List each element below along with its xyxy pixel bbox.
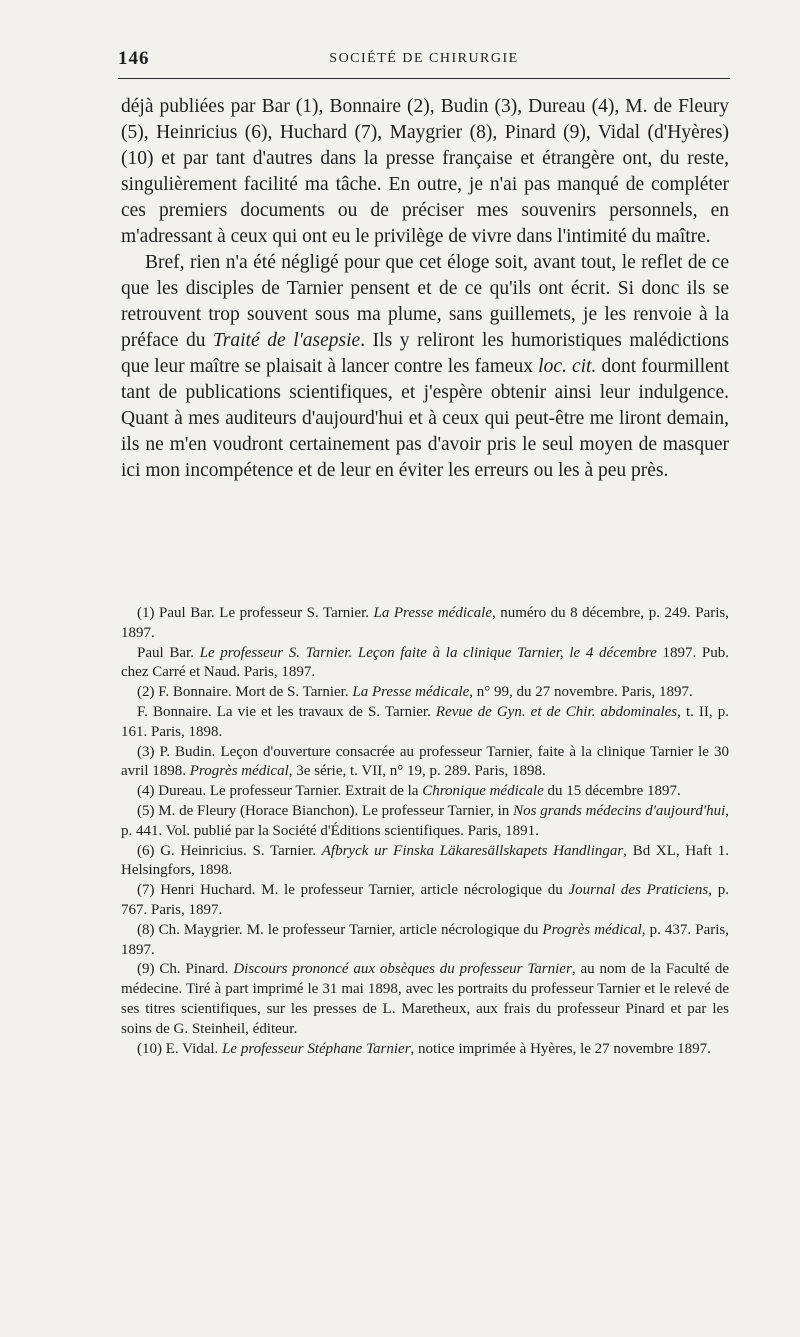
- footnote-text: (9) Ch. Pinard.: [137, 961, 234, 978]
- footnote-italic: Afbryck ur Finska Läkaresällskapets Handlingar: [321, 842, 624, 859]
- footnote-text: , p. 437. Paris, 1897.: [121, 921, 730, 958]
- header-rule: [118, 78, 730, 79]
- footnote-text: , au nom de la Faculté de médecine. Tiré à part imprimé le 31 mai 1898, avec les portraits du professeur Tarnier et le relevé de ses titres scientifiques, sur les presses de L. Maretheux, aux frais du professeur Pinard et par les soins de G. Steinheil, éditeur.: [121, 961, 729, 1037]
- footnote-italic: Discours prononcé aux obsèques du professeur Tarnier: [233, 961, 572, 978]
- footnote-italic: Progrès médical: [542, 921, 642, 938]
- footnote-italic: Journal des Praticiens: [568, 882, 709, 899]
- footnote: [121, 842, 729, 882]
- text-run: . Ils y reliront les humoristiques malédictions que leur maître se plaisait à lancer contre les fameux: [121, 330, 730, 377]
- footnote-text: , Bd XL, Haft 1. Helsingfors, 1898.: [121, 842, 730, 879]
- page-number: 146: [118, 48, 150, 69]
- footnote-text: 1897. Pub. chez Carré et Naud. Paris, 1897.: [121, 644, 729, 681]
- footnote-text: , n° 99, du 27 novembre. Paris, 1897.: [469, 684, 693, 701]
- latin-abbreviation: loc. cit.: [538, 356, 597, 377]
- footnote-text: , p. 767. Paris, 1897.: [121, 882, 729, 918]
- footnote-text: F. Bonnaire. La vie et les travaux de S. Tarnier.: [137, 703, 436, 720]
- footnote: [121, 802, 729, 842]
- footnote-text: (1) Paul Bar. Le professeur S. Tarnier.: [137, 605, 374, 621]
- footnote-text: du 15 décembre 1897.: [543, 783, 681, 800]
- footnote: [121, 683, 729, 703]
- footnote-text: , numéro du 8 décembre, p. 249. Paris, 1897.: [121, 605, 729, 641]
- footnote-text: , 3e série, t. VII, n° 19, p. 289. Paris, 1898.: [288, 763, 546, 780]
- footnote-text: (8) Ch. Maygrier. M. le professeur Tarnier, article nécrologique du: [137, 921, 543, 938]
- footnote-italic: Revue de Gyn. et de Chir. abdominales: [435, 703, 678, 720]
- footnote-italic: La Presse médicale: [352, 684, 470, 701]
- page-header: [118, 44, 730, 74]
- footnote: [121, 782, 729, 802]
- footnote: [121, 881, 729, 921]
- footnote-italic: La Presse médicale: [373, 605, 492, 621]
- footnote: [121, 1040, 729, 1060]
- footnote-text: , p. 441. Vol. publié par la Société d'Éditions scientifiques. Paris, 1891.: [121, 802, 730, 839]
- footnote-text: , notice imprimée à Hyères, le 27 novembre 1897.: [410, 1040, 711, 1057]
- paragraph: déjà publiées par Bar (1), Bonnaire (2), Budin (3), Dureau (4), M. de Fleury (5), Heinricius (6), Huchard (7), Maygrier (8), Pinard (9), Vidal (d'Hyères) (10) et par tant d'autres dans la presse française et étrangère ont, du reste, singulièrement facilité ma tâche. En outre, je n'ai pas manqué de compléter ces premiers documents ou de préciser mes souvenirs personnels, en m'adressant à ceux qui ont eu le privilège de vivre dans l'intimité du maître.: [121, 96, 729, 247]
- footnote: [121, 743, 729, 783]
- footnote: [121, 604, 729, 644]
- footnote-text: (4) Dureau. Le professeur Tarnier. Extrait de la: [137, 783, 423, 800]
- footnote-text: Paul Bar.: [137, 644, 200, 661]
- book-title: Traité de l'asepsie: [213, 330, 361, 351]
- text-run: dont fourmillent tant de publications scientifiques, et j'espère obtenir ainsi leur indulgence. Quant à mes auditeurs d'aujourd'hui et à ceux qui peut-être me liront demain, ils ne m'en voudront certainement pas d'avoir pris le seul moyen de masquer ici mon incompétence et de leur en éviter les erreurs ou les à peu près.: [121, 356, 729, 481]
- footnote: [121, 644, 729, 684]
- footnote: [121, 703, 729, 743]
- footnotes: [121, 604, 729, 1059]
- footnote-text: (2) F. Bonnaire. Mort de S. Tarnier.: [137, 684, 353, 701]
- footnote-text: (10) E. Vidal.: [137, 1040, 223, 1057]
- footnote-text: (7) Henri Huchard. M. le professeur Tarnier, article nécrologique du: [137, 882, 569, 899]
- footnote-text: (6) G. Heinricius. S. Tarnier.: [137, 842, 322, 859]
- footnote-italic: Le professeur S. Tarnier. Leçon faite à la clinique Tarnier, le 4 décembre: [199, 644, 657, 661]
- body-text: [121, 94, 729, 484]
- footnote-text: (3) P. Budin. Leçon d'ouverture consacrée au professeur Tarnier, faite à la clinique Tarnier le 30 avril 1898.: [121, 743, 729, 780]
- running-title: SOCIÉTÉ DE CHIRURGIE: [329, 51, 519, 66]
- footnote-italic: Nos grands médecins d'aujourd'hui: [513, 802, 726, 819]
- footnote-text: , t. II, p. 161. Paris, 1898.: [121, 703, 729, 740]
- text-run: Bref, rien n'a été négligé pour que cet éloge soit, avant tout, le reflet de ce que les disciples de Tarnier pensent et de ce qu'ils ont écrit. Si donc ils se retrouvent trop souvent sous ma plume, sans guillemets, je les renvoie à la préface du: [121, 252, 729, 351]
- footnote-text: (5) M. de Fleury (Horace Bianchon). Le professeur Tarnier, in: [137, 802, 514, 819]
- footnote-italic: Chronique médicale: [422, 783, 544, 800]
- footnote-italic: Progrès médical: [189, 763, 289, 780]
- footnote-italic: Le professeur Stéphane Tarnier: [222, 1040, 411, 1057]
- footnote: [121, 921, 729, 961]
- footnote: [121, 960, 729, 1039]
- paragraph: [121, 250, 729, 484]
